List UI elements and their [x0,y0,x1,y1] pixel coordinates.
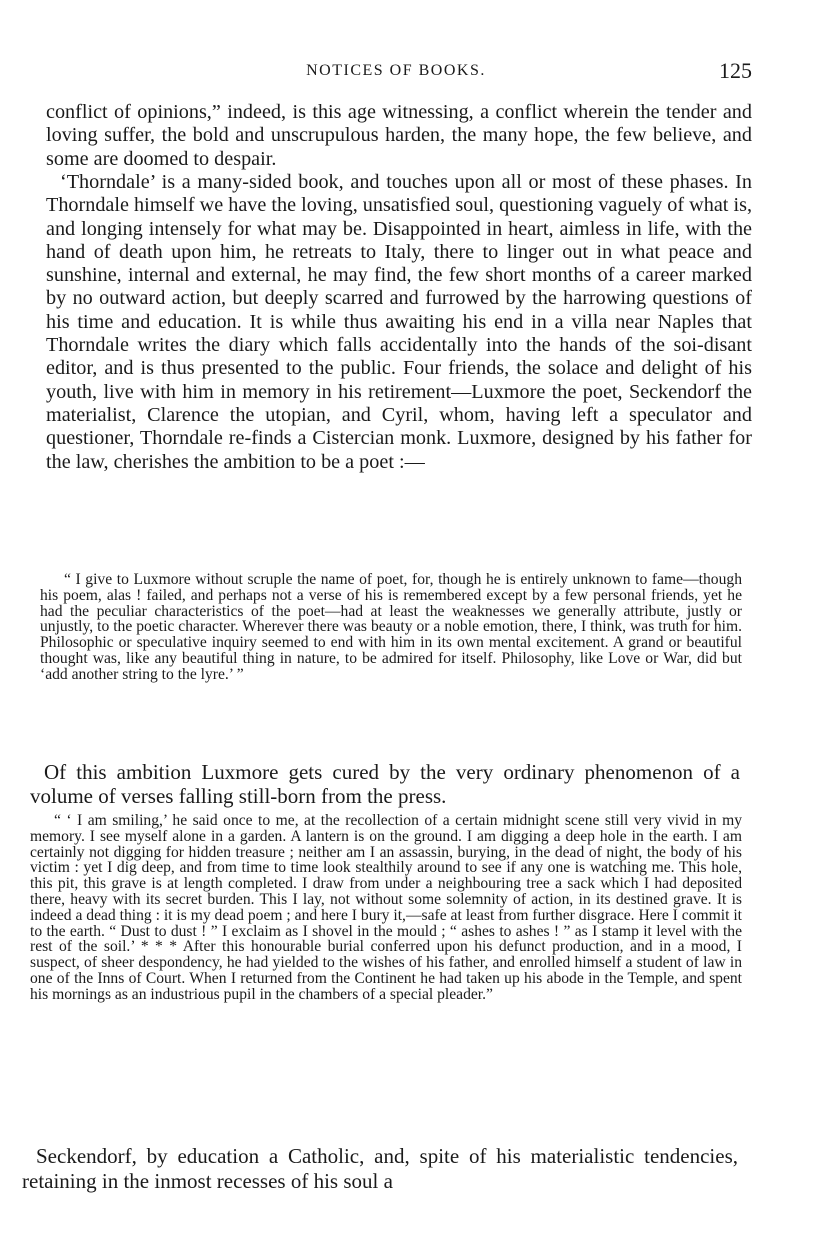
quote-smiling: “ ‘ I am smiling,’ he said once to me, at the recollection of a certain midnight scene still very vivid in my memory. I see myself alone in a garden. A lantern is on the ground. I am digging a deep hole in the earth. I am certainly not digging for hidden treasure ; neither am I an assassin, burying, in the dead of night, the body of his victim : yet I dig deep, and from time to time look stealthily around to see if any one is watching me. This hole, this pit, this grave is at length completed. I draw from under a neighbouring tree a sack which I had deposited there, heavy with its secret burden. This I lay, not without some solemnity of action, in its destined grave. It is indeed a dead thing : it is my dead poem ; and here I bury it,—safe at least from further disgrace. Here I commit it to the earth. “ Dust to dust ! ” I exclaim as I shovel in the mould ; “ ashes to ashes ! ” as I stamp it level with the rest of the soil.’ * * * After this honourable burial conferred upon his defunct production, and in a mood, I suspect, of sheer despondency, he had yielded to the wishes of his father, and enrolled himself a student of law in one of the Inns of Court. When I returned from the Continent he had taken up his abode in the Temple, and spent his mornings as an industrious pupil in the chambers of a special pleader.” [30,812,742,1003]
paragraph-ambition: Of this ambition Luxmore gets cured by the very ordinary phenomenon of a volume of verses falling still-born from the press. [30,760,740,808]
paragraph-thorndale: ‘Thorndale’ is a many-sided book, and touches upon all or most of these phases. In Thorndale himself we have the loving, unsatisfied soul, questioning vaguely of what is, and longing intensely for what may be. Disappointed in heart, aimless in life, with the hand of death upon him, he retreats to Italy, there to linger out in what peace and sunshine, internal and external, he may find, the few short months of a career marked by no outward action, but deeply scarred and furrowed by the harrowing questions of his time and education. It is while thus awaiting his end in a villa near Naples that Thorndale writes the diary which falls accidentally into the hands of the soi-disant editor, and is thus presented to the public. Four friends, the solace and delight of his youth, live with him in memory in his retirement—Luxmore the poet, Seckendorf the materialist, Clarence the utopian, and Cyril, whom, having left a speculator and questioner, Thorndale re-finds a Cistercian monk. Luxmore, designed by his father for the law, cherishes the ambition to be a poet :— [46,171,752,473]
page-header [40,58,752,84]
quote-luxmore-poet: “ I give to Luxmore without scruple the name of poet, for, though he is entirely unknown to fame—though his poem, alas ! failed, and perhaps not a verse of his is remembered except by a few personal friends, yet he had the peculiar characteristics of the poet—had at least the weaknesses we generally attribute, justly or unjustly, to the poetic character. Wherever there was beauty or a noble emotion, there, I think, was truth for him. Philosophic or speculative inquiry seemed to end with him in its own mental excitement. A grand or beautiful thought was, like any beautiful thing in nature, to be admired for itself. Philosophy, like Love or War, did but ‘add another string to the lyre.’ ” [40,571,742,683]
paragraph-seckendorf: Seckendorf, by education a Catholic, and, spite of his materialistic tendencies, retaining in the inmost recesses of his soul a [22,1144,738,1193]
paragraph-conflict: conflict of opinions,” indeed, is this age witnessing, a conflict wherein the tender and loving suffer, the bold and unscrupulous harden, the many hope, the few believe, and some are doomed to despair. [46,101,752,170]
page-number: 125 [719,58,752,83]
running-title: NOTICES OF BOOKS. [306,62,486,79]
